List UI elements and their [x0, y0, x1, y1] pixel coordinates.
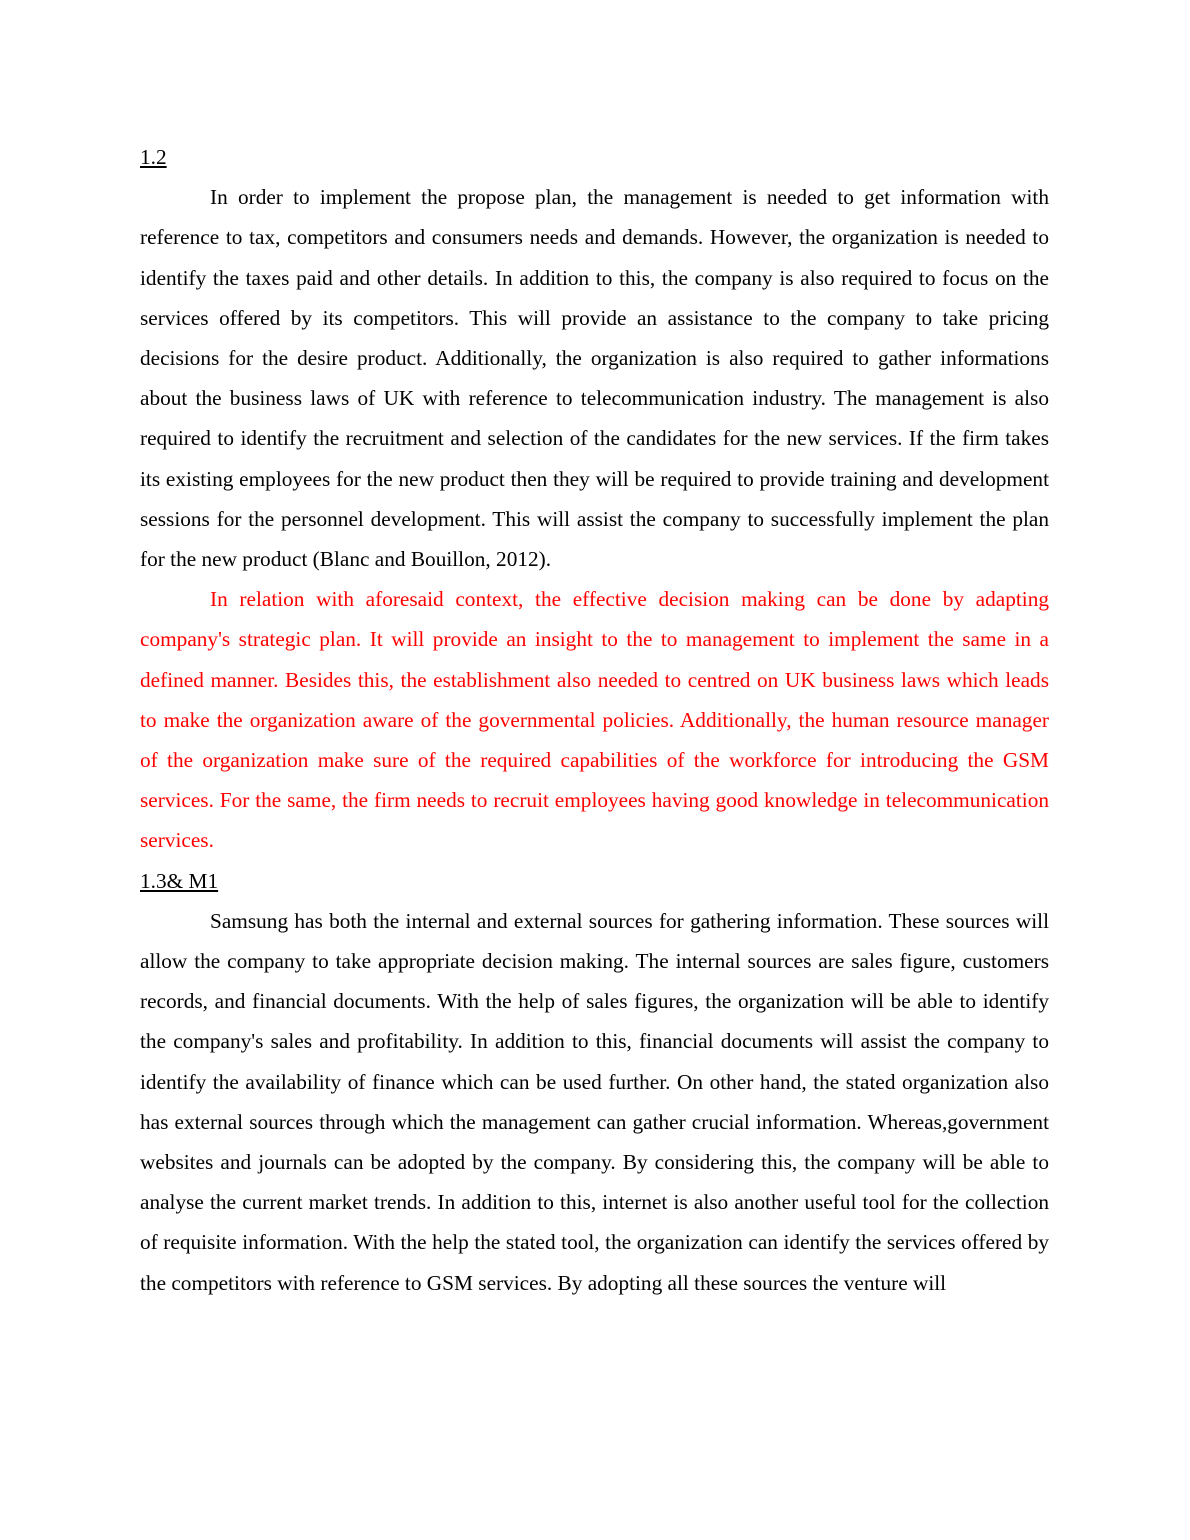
document-page [140, 137, 1049, 1303]
section-heading-1-3-m1: 1.3& M1 [140, 868, 219, 893]
paragraph-decision-making-highlighted: In relation with aforesaid context, the effective decision making can be done by adapting company's strategic plan. It will provide an insight to the to management to implement the same in a defined manner. Besides this, the establishment also needed to centred on UK business laws which leads to make the organization aware of the governmental policies. Additionally, the human resource manager of the organization make sure of the required capabilities of the workforce for introducing the GSM services. For the same, the firm needs to recruit employees having good knowledge in telecommunication services. [140, 587, 1049, 853]
paragraph-information-sources: Samsung has both the internal and external sources for gathering information. These sources will allow the company to take appropriate decision making. The internal sources are sales figure, customers records, and financial documents. With the help of sales figures, the organization will be able to identify the company's sales and profitability. In addition to this, financial documents will assist the company to identify the availability of finance which can be used further. On other hand, the stated organization also has external sources through which the management can gather crucial information. Whereas,government websites and journals can be adopted by the company. By considering this, the company will be able to analyse the current market trends. In addition to this, internet is also another useful tool for the collection of requisite information. With the help the stated tool, the organization can identify the services offered by the competitors with reference to GSM services. By adopting all these sources the venture will [140, 908, 1049, 1295]
section-heading-1-2: 1.2 [140, 145, 167, 169]
paragraph-plan-information: In order to implement the propose plan, the management is needed to get information with reference to tax, competitors and consumers needs and demands. However, the organization is needed to identify the taxes paid and other details. In addition to this, the company is also required to focus on the services offered by its competitors. This will provide an assistance to the company to take pricing decisions for the desire product. Additionally, the organization is also required to gather informations about the business laws of UK with reference to telecommunication industry. The management is also required to identify the recruitment and selection of the candidates for the new services. If the firm takes its existing employees for the new product then they will be required to provide training and development sessions for the personnel development. This will assist the company to successfully implement the plan for the new product (Blanc and Bouillon, 2012). [140, 185, 1049, 572]
